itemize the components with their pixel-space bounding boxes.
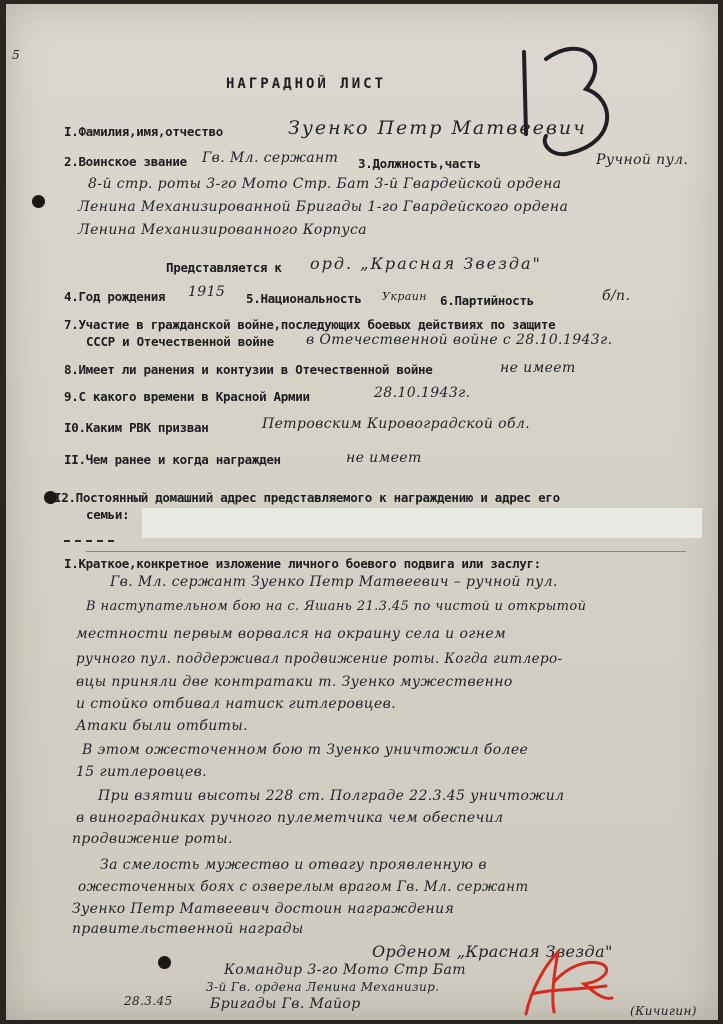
- signature-name: (Кичигин): [630, 1004, 697, 1018]
- feat-line: 15 гитлеровцев.: [76, 764, 208, 780]
- field-7-label-line-1: 7.Участие в гражданской войне,последующих боевых действиях по защите: [64, 317, 556, 332]
- feat-heading: I.Краткое,конкретное изложение личного боевого подвига или заслуг:: [64, 556, 541, 571]
- feat-line: в виноградниках ручного пулеметчика чем обеспечил: [76, 810, 504, 826]
- field-2-label: 2.Воинское звание: [64, 154, 187, 169]
- document-title: НАГРАДНОЙ ЛИСТ: [226, 76, 387, 92]
- field-10-value: Петровским Кировоградской обл.: [262, 416, 531, 432]
- feat-line: За смелость мужество и отвагу проявленную в: [100, 857, 487, 873]
- field-8-value: не имеет: [500, 360, 576, 376]
- commander-line-2: 3-й Гв. ордена Ленина Механизир.: [206, 980, 440, 994]
- presented-value: орд. „Красная Звезда": [310, 254, 542, 273]
- feat-line: ожесточенных боях с озверелым врагом Гв. Мл. сержант: [78, 879, 529, 895]
- award-line: Орденом „Красная Звезда": [372, 942, 613, 961]
- feat-line: местности первым ворвался на окраину села и огнем: [76, 626, 507, 642]
- field-11-value: не имеет: [346, 450, 422, 466]
- field-9-value: 28.10.1943г.: [374, 385, 471, 401]
- unit-line-3: Ленина Механизированного Корпуса: [78, 222, 368, 238]
- feat-line: вцы приняли две контратаки т. Зуенко мужественно: [76, 674, 513, 690]
- award-sheet: [6, 4, 718, 1020]
- corner-mark: 5: [12, 48, 21, 62]
- commander-line-1: Командир 3-го Мото Стр Бат: [224, 962, 466, 978]
- feat-line: В наступательном бою на с. Яшань 21.3.45 по чистой и открытой: [86, 599, 587, 614]
- field-1-value: Зуенко Петр Матвеевич: [288, 117, 587, 139]
- field-1-label: I.Фамилия,имя,отчество: [64, 124, 223, 139]
- red-signature: [6, 4, 718, 1020]
- field-3-value: Ручной пул.: [596, 152, 689, 168]
- feat-line: В этом ожесточенном бою т Зуенко уничтожил более: [82, 742, 529, 758]
- field-7-value: в Отечественной войне с 28.10.1943г.: [306, 332, 613, 348]
- date: 28.3.45: [124, 994, 173, 1008]
- field-2-value: Гв. Мл. сержант: [202, 150, 339, 166]
- feat-line: ручного пул. поддерживал продвижение роты. Когда гитлеро-: [76, 651, 563, 667]
- field-6-label: 6.Партийность: [440, 293, 534, 308]
- field-5-label: 5.Национальность: [246, 291, 362, 306]
- feat-line: Зуенко Петр Матвеевич достоин награждения: [72, 901, 455, 917]
- field-9-label: 9.С какого времени в Красной Армии: [64, 389, 310, 404]
- field-4-label: 4.Год рождения: [64, 289, 166, 304]
- field-12-label-line-2: семьи:: [86, 507, 130, 522]
- field-3-label: 3.Должность,часть: [358, 156, 481, 171]
- feat-line: и стойко отбивал натиск гитлеровцев.: [76, 696, 397, 712]
- field-6-value: б/п.: [602, 288, 631, 304]
- feat-line: Гв. Мл. сержант Зуенко Петр Матвеевич – ручной пул.: [110, 574, 558, 590]
- feat-line: При взятии высоты 228 ст. Полграде 22.3.45 уничтожил: [98, 788, 565, 804]
- field-10-label: I0.Каким РВК призван: [64, 420, 209, 435]
- feat-line: правительственной награды: [72, 921, 304, 937]
- feat-line: продвижение роты.: [72, 831, 233, 847]
- unit-line-1: 8-й стр. роты 3-го Мото Стр. Бат 3-й Гвардейской ордена: [88, 176, 562, 192]
- unit-line-2: Ленина Механизированной Бригады 1-го Гвардейского ордена: [78, 199, 569, 215]
- feat-line: Атаки были отбиты.: [76, 718, 248, 734]
- field-11-label: II.Чем ранее и когда награжден: [64, 452, 281, 467]
- field-12-label-line-1: I2.Постоянный домашний адрес представляемого к награждению и адрес его: [54, 490, 560, 505]
- field-8-label: 8.Имеет ли ранения и контузии в Отечественной войне: [64, 362, 433, 377]
- field-7-label-line-2: СССР и Отечественной войне: [86, 334, 274, 349]
- commander-line-3: Бригады Гв. Майор: [210, 996, 361, 1012]
- field-5-value: Украин: [382, 290, 427, 303]
- presented-label: Представляется к: [166, 260, 282, 275]
- field-4-value: 1915: [188, 284, 226, 300]
